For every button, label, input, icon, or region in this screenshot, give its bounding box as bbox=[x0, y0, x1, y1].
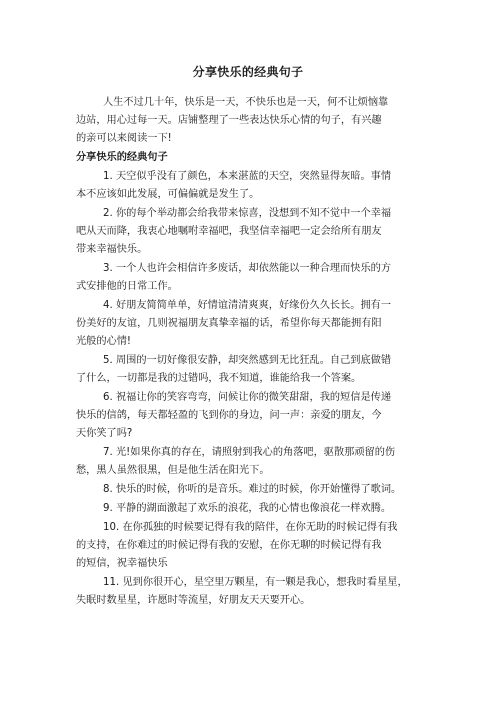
quote-line: 4. 好朋友简简单单，好情谊清清爽爽，好缘份久久长长。拥有一 bbox=[103, 300, 392, 311]
quote-line: 吧从天而降，我衷心地嘱咐幸福吧，我坚信幸福吧一定会给所有朋友 bbox=[76, 226, 382, 237]
quote-line: 11. 见到你很开心，星空里万颗星，有一颗是我心，想我时看星星， bbox=[103, 577, 408, 588]
quote-line: 份美好的友谊，几则祝福朋友真挚幸福的话，希望你每天都能拥有阳 bbox=[76, 318, 382, 329]
quote-line: 带来幸福快乐。 bbox=[76, 244, 148, 255]
quote-line: 愁，黑人虽然很黑，但是他生活在阳光下。 bbox=[76, 465, 270, 476]
intro-line: 的亲可以来阅读一下! bbox=[76, 133, 172, 144]
quote-line: 的短信，祝幸福快乐 bbox=[76, 558, 168, 569]
quote-line: 光般的心情! bbox=[76, 336, 132, 347]
quote-line: 失眠时数星星，许愿时等流星，好朋友天天要开心。 bbox=[76, 595, 311, 606]
quote-line: 快乐的信鸽，每天都轻盈的飞到你的身边，问一声：亲爱的朋友，今 bbox=[76, 410, 382, 421]
quote-line: 本不应该如此发展，可偏偏就是发生了。 bbox=[76, 189, 260, 200]
quote-line: 2. 你的每个举动都会给我带来惊喜，没想到不知不觉中一个幸福 bbox=[103, 208, 392, 219]
quote-line: 3. 一个人也许会相信许多废话，却依然能以一种合理而快乐的方 bbox=[103, 263, 392, 274]
quote-line: 9. 平静的湖面激起了欢乐的浪花，我的心情也像浪花一样欢腾。 bbox=[103, 503, 392, 514]
quote-line: 1. 天空似乎没有了颜色，本来湛蓝的天空，突然显得灰暗。事情 bbox=[103, 171, 392, 182]
quote-line: 天你笑了吗? bbox=[76, 428, 133, 439]
section-heading: 分享快乐的经典句子 bbox=[76, 152, 168, 163]
intro-line: 人生不过几十年，快乐是一天，不快乐也是一天，何不让烦恼靠 bbox=[103, 97, 389, 108]
document-title: 分享快乐的经典句子 bbox=[192, 65, 304, 79]
quote-line: 的支持，在你难过的时候记得有我的安慰，在你无聊的时候记得有我 bbox=[76, 540, 382, 551]
quote-line: 式安排他的日常工作。 bbox=[76, 281, 178, 292]
intro-line: 边站，用心过每一天。店铺整理了一些表达快乐心情的句子，有兴趣 bbox=[76, 115, 382, 126]
quote-line: 10. 在你孤独的时候要记得有我的陪伴，在你无助的时候记得有我 bbox=[103, 522, 398, 533]
quote-line: 6. 祝福让你的笑容弯弯，问候让你的微笑甜甜，我的短信是传递 bbox=[103, 392, 392, 403]
quote-line: 了什么，一切都是我的过错吗，我不知道，谁能给我一个答案。 bbox=[76, 373, 362, 384]
quote-line: 5. 周围的一切好像很安静，却突然感到无比狂乱。自己到底做错 bbox=[103, 355, 392, 366]
quote-line: 8. 快乐的时候，你听的是音乐。难过的时候，你开始懂得了歌词。 bbox=[103, 484, 402, 495]
quote-line: 7. 光!如果你真的存在，请照射到我心的角落吧，驱散那顽留的伤 bbox=[103, 447, 396, 458]
